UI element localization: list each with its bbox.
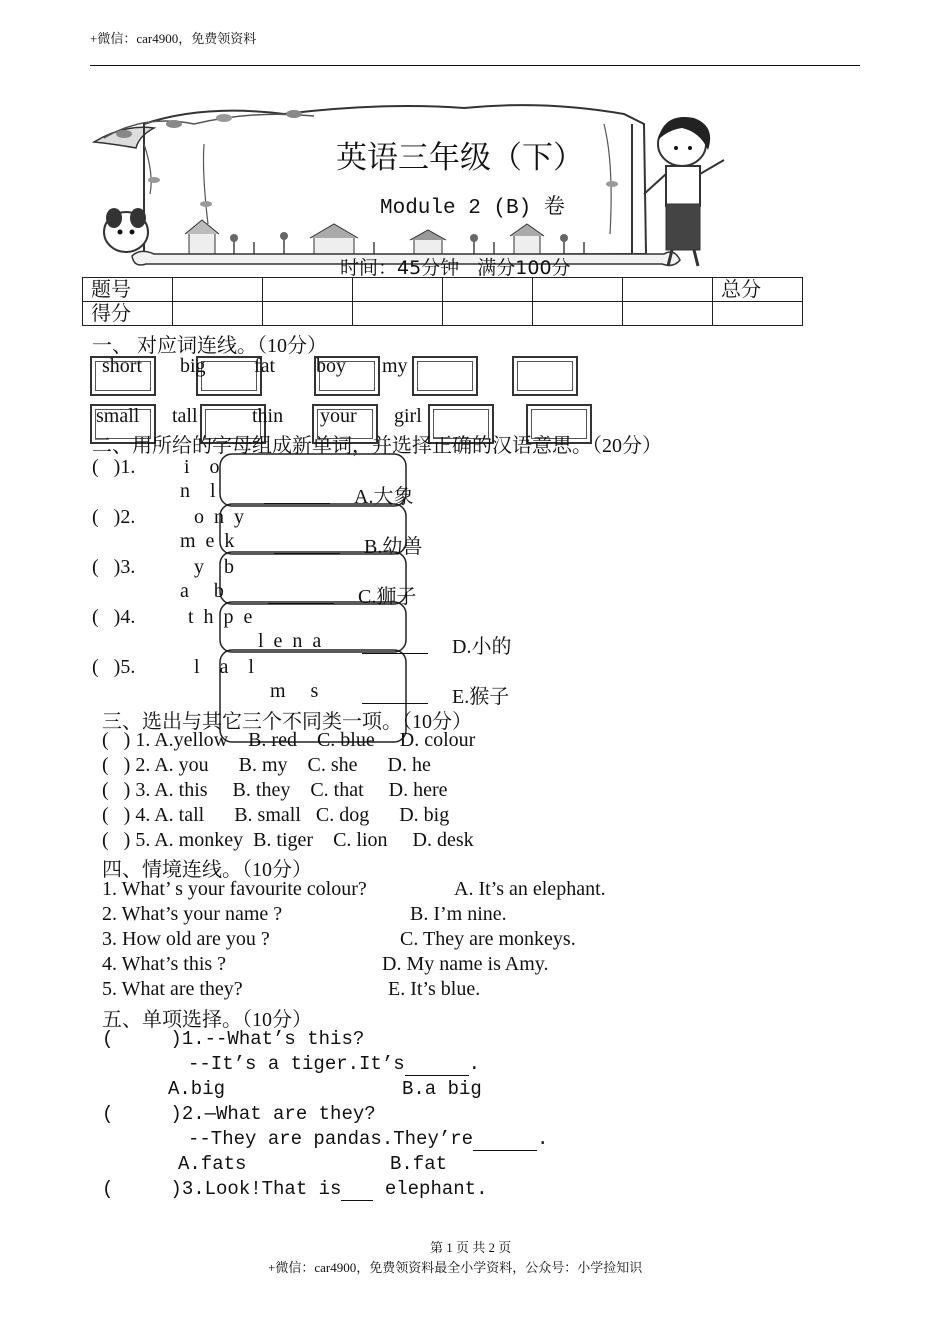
- score-table-cell: [713, 302, 803, 326]
- word-tall: tall: [172, 405, 198, 427]
- s4-answer: E. It’s blue.: [388, 978, 481, 1000]
- s3-item: ( ) 2. A. you B. my C. she D. he: [102, 754, 431, 776]
- footer-text: +微信：car4900，免费领资料最全小学资料，公众号：小学捡知识: [268, 1260, 643, 1275]
- score-table-cell: 总分: [713, 278, 803, 302]
- score-table-cell: [533, 302, 623, 326]
- s2-item4-blank: [362, 630, 428, 654]
- score-table-cell: [623, 302, 713, 326]
- s5-q1-opt-b: B.a big: [402, 1078, 482, 1100]
- s5-q1: ( )1.--What’s this?: [102, 1028, 365, 1050]
- s2-item5-blank: [362, 680, 428, 704]
- word-girl: girl: [394, 405, 422, 427]
- s2-item2-meaning: B.幼兽: [364, 536, 423, 558]
- word-small: small: [96, 405, 140, 427]
- s2-item3-num: ( )3.: [92, 556, 136, 578]
- s4-question: 1. What’ s your favourite colour?: [102, 878, 367, 900]
- s5-q1-opt-a: A.big: [168, 1078, 226, 1100]
- footer-page-number: 第 1 页 共 2 页: [430, 1240, 512, 1255]
- s2-item4-bottom: l e n a: [258, 630, 322, 652]
- score-table-cell: [443, 278, 533, 302]
- score-table-cell: [533, 278, 623, 302]
- score-table-row: [83, 302, 803, 326]
- word-your: your: [320, 405, 357, 427]
- score-table-cell: [173, 278, 263, 302]
- score-table-cell: [623, 278, 713, 302]
- section1-heading: 一、 对应词连线。（10分）: [92, 335, 327, 357]
- s2-item3-meaning: C.狮子: [358, 586, 417, 608]
- s4-answer: A. It’s an elephant.: [454, 878, 606, 900]
- s5-q3-text: ( )3.Look!That is: [102, 1178, 342, 1200]
- s2-item2-blank: [274, 530, 340, 554]
- s2-item2-bottom: m e k: [180, 530, 235, 552]
- banner-title: 英语三年级（下）: [336, 140, 584, 176]
- s2-item1-num: ( )1.: [92, 456, 136, 478]
- word-box: [512, 356, 578, 396]
- header-rule: [90, 65, 860, 66]
- word-short: short: [102, 355, 142, 377]
- s4-question: 3. How old are you ?: [102, 928, 270, 950]
- s2-item5-top: l a l: [194, 656, 254, 678]
- s2-item5-bottom: m s: [270, 680, 319, 702]
- s2-item1-blank: [264, 480, 330, 504]
- s4-question: 4. What’s this ?: [102, 953, 227, 975]
- score-table-row: [83, 278, 803, 302]
- section2-heading: 二、用所给的字母组成新单词，并选择正确的汉语意思。（20分）: [92, 435, 662, 457]
- s2-item5-meaning: E.猴子: [452, 686, 510, 708]
- s5-q1-line2: --It’s a tiger.It’s .: [188, 1053, 481, 1075]
- s4-answer: D. My name is Amy.: [382, 953, 549, 975]
- s3-item: ( ) 5. A. monkey B. tiger C. lion D. desk: [102, 829, 474, 851]
- s2-item1-meaning: A.大象: [354, 486, 414, 508]
- score-table: [82, 277, 803, 326]
- score-table-cell: 得分: [83, 302, 173, 326]
- score-table-cell: [263, 302, 353, 326]
- s5-q2: ( )2.—What are they?: [102, 1103, 376, 1125]
- word-my: my: [382, 355, 408, 377]
- score-table-cell: 题号: [83, 278, 173, 302]
- score-table-cell: [353, 278, 443, 302]
- s4-question: 5. What are they?: [102, 978, 243, 1000]
- s3-item: ( ) 1. A.yellow B. red C. blue D. colour: [102, 729, 476, 751]
- s5-q3: [102, 1178, 487, 1201]
- banner-illustration: [84, 84, 734, 274]
- s5-q2-line2-text: --They are pandas.They’re: [188, 1128, 474, 1150]
- s2-item4-top: t h p e: [188, 606, 253, 628]
- s2-item4-meaning: D.小的: [452, 636, 512, 658]
- word-box: [196, 356, 262, 396]
- word-box: [412, 356, 478, 396]
- s5-q1-line2-text: --It’s a tiger.It’s: [188, 1053, 405, 1075]
- word-fat: fat: [254, 355, 276, 377]
- score-table-cell: [443, 302, 533, 326]
- header-text: +微信：car4900，免费领资料: [90, 31, 257, 46]
- s5-q2-opt-b: B.fat: [390, 1153, 448, 1175]
- s2-item5-num: ( )5.: [92, 656, 136, 678]
- s5-q2-opt-a: A.fats: [178, 1153, 247, 1175]
- s5-q3-tail: elephant.: [373, 1178, 488, 1200]
- s3-item: ( ) 4. A. tall B. small C. dog D. big: [102, 804, 450, 826]
- s2-item3-blank: [268, 580, 334, 604]
- word-big: big: [180, 355, 206, 377]
- s4-question: 2. What’s your name ?: [102, 903, 283, 925]
- s2-item1-bottom: n l: [180, 480, 216, 502]
- banner-time: 时间：45分钟 满分100分: [340, 257, 571, 279]
- s2-item2-top: o n y: [194, 506, 244, 528]
- s2-item3-top: y b: [194, 556, 234, 578]
- banner-subtitle: Module 2 (B) 卷: [380, 197, 565, 220]
- s2-item2-num: ( )2.: [92, 506, 136, 528]
- score-table-cell: [353, 302, 443, 326]
- score-table-cell: [263, 278, 353, 302]
- s3-item: ( ) 3. A. this B. they C. that D. here: [102, 779, 448, 801]
- s5-q2-line2: --They are pandas.They’re .: [188, 1128, 549, 1150]
- s4-answer: C. They are monkeys.: [400, 928, 576, 950]
- word-thin: thin: [252, 405, 284, 427]
- score-table-cell: [173, 302, 263, 326]
- s4-answer: B. I’m nine.: [410, 903, 507, 925]
- s2-item3-bottom: a b: [180, 580, 224, 602]
- word-boy: boy: [316, 355, 346, 377]
- section4-heading: 四、情境连线。（10分）: [102, 859, 312, 881]
- section3-heading: 三、选出与其它三个不同类一项。（10分）: [102, 711, 472, 733]
- s2-item1-top: i o: [184, 456, 220, 478]
- s2-item4-num: ( )4.: [92, 606, 136, 628]
- section5-heading: 五、单项选择。（10分）: [102, 1009, 312, 1031]
